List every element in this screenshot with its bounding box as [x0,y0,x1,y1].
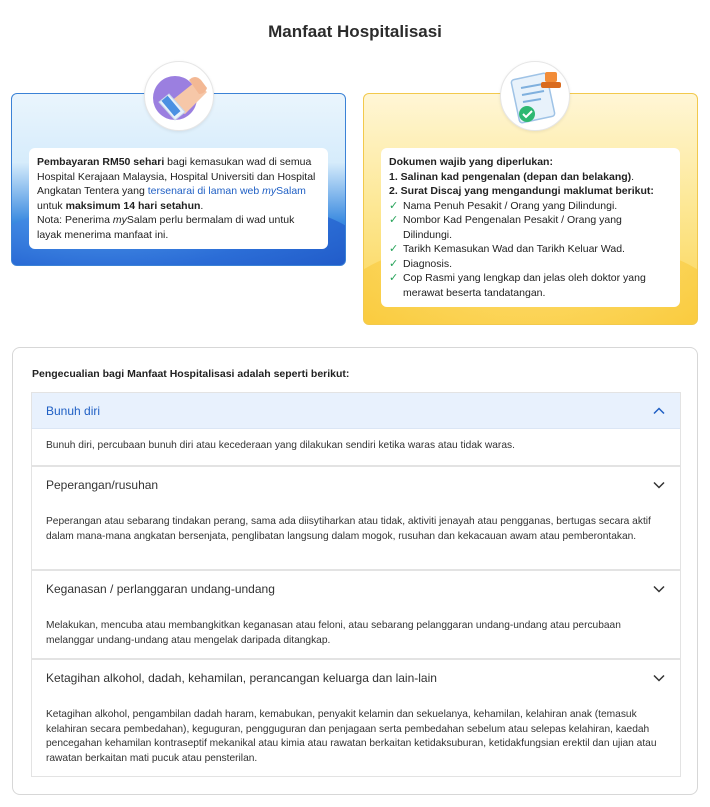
accordion-title: Bunuh diri [46,403,101,418]
accordion-title: Peperangan/rusuhan [46,478,159,492]
accordion-body: Bunuh diri, percubaan bunuh diri atau kecederaan yang dilakukan sendiri ketika waras atau tidak waras. [46,440,515,451]
check-icon: ✓ [389,199,399,212]
accordion-item-suicide [31,392,681,466]
accordion-header-violence[interactable] [32,571,680,607]
chevron-down-icon [652,671,666,685]
accordion-header-war[interactable] [32,467,680,503]
accordion-body: Ketagihan alkohol, pengambilan dadah haram, kemabukan, penyakit kelamin dan sekuelanya, kehamilan, kelahiran anak (temasuk kelahiran secara pembedahan), keguguran, pengguguran dan penjagaan serta pembedahan sebelum atau selepas kelahiran, kaedah pencegahan kehamilan kontraseptif mekanikal atau kimia atau rawatan berkaitan ketidaksuburan, ketidakfungsian erektil dan ujian atau rawatan berkaitan mati pucuk atau pensterilan. [46,709,657,765]
documents-heading: Dokumen wajib yang diperlukan: [389,156,553,168]
payment-text: bagi kemasukan wad di semua Hospital Kerajaan Malaysia, Hospital Universiti dan Hospital Angkatan Tentera yang [37,156,316,197]
payment-info-box: Pembayaran RM50 sehari bagi kemasukan wad di semua Hospital Kerajaan Malaysia, Hospital Universiti dan Hospital Angkatan Tentera yang tersenarai di laman web mySalam untuk maksimum 14 hari setahun. Nota: Penerima mySalam perlu bermalam di wad untuk layak menerima manfaat ini. [29,148,328,249]
check-item: ✓ Tarikh Kemasukan Wad dan Tarikh Keluar Wad. [389,243,625,255]
accordion-item-war [31,466,681,570]
accordion-title: Keganasan / perlanggaran undang-undang [46,582,275,596]
chevron-down-icon [652,478,666,492]
check-icon: ✓ [389,272,399,284]
documents-item-discharge: 2. Surat Discaj yang mengandungi maklumat berikut: [389,185,654,197]
accordion-header-addiction[interactable] [32,660,680,696]
page-title: Manfaat Hospitalisasi [268,22,442,41]
check-item: ✓ Nama Penuh Pesakit / Orang yang Dilindungi. [389,199,618,212]
check-item: ✓ Diagnosis. [389,257,453,270]
payment-note: Nota: Penerima mySalam perlu bermalam di wad untuk layak menerima manfaat ini. [37,214,295,241]
exclusions-panel [12,347,698,795]
check-item: ✓ Nombor Kad Pengenalan Pesakit / Orang yang Dilindungi. [389,214,622,241]
check-icon: ✓ [389,257,399,270]
documents-item-ic: 1. Salinan kad pengenalan (depan dan belakang). [389,170,635,183]
hand-wristband-icon [144,61,214,131]
accordion-title: Ketagihan alkohol, dadah, kehamilan, perancangan keluarga dan lain-lain [46,671,437,685]
chevron-up-icon [652,404,666,418]
accordion-item-addiction [31,659,681,777]
accordion-body: Peperangan atau sebarang tindakan perang, sama ada diisytiharkan atau tidak, aktiviti jenayah atau pengganas, bertugas secara aktif dalam mana-mana angkatan bersenjata, penglibatan langsung dalam mogok, rusuhan dan kekacauan awam atau pemberontakan. [46,516,651,542]
accordion-header-suicide[interactable] [32,393,680,429]
check-icon: ✓ [389,243,399,255]
document-stamp-icon [500,61,570,131]
check-item: ✓ Cop Rasmi yang lengkap dan jelas oleh doktor yang merawat beserta tandatangan. [389,272,646,299]
max-days-text: maksimum 14 hari setahun [65,199,201,212]
exclusions-heading: Pengecualian bagi Manfaat Hospitalisasi adalah seperti berikut: [32,368,350,380]
check-icon: ✓ [389,214,399,226]
mysalam-link[interactable]: tersenarai di laman web mySalam [147,185,306,197]
accordion-item-violence [31,570,681,659]
accordion-body: Melakukan, mencuba atau membangkitkan keganasan atau feloni, atau sebarang pelanggaran undang-undang atau percubaan melanggar undang-undang atau mengelak daripada ditangkap. [46,620,621,646]
chevron-down-icon [652,582,666,596]
documents-info-box [381,148,680,307]
payment-bold-lead: Pembayaran RM50 sehari [37,156,165,168]
